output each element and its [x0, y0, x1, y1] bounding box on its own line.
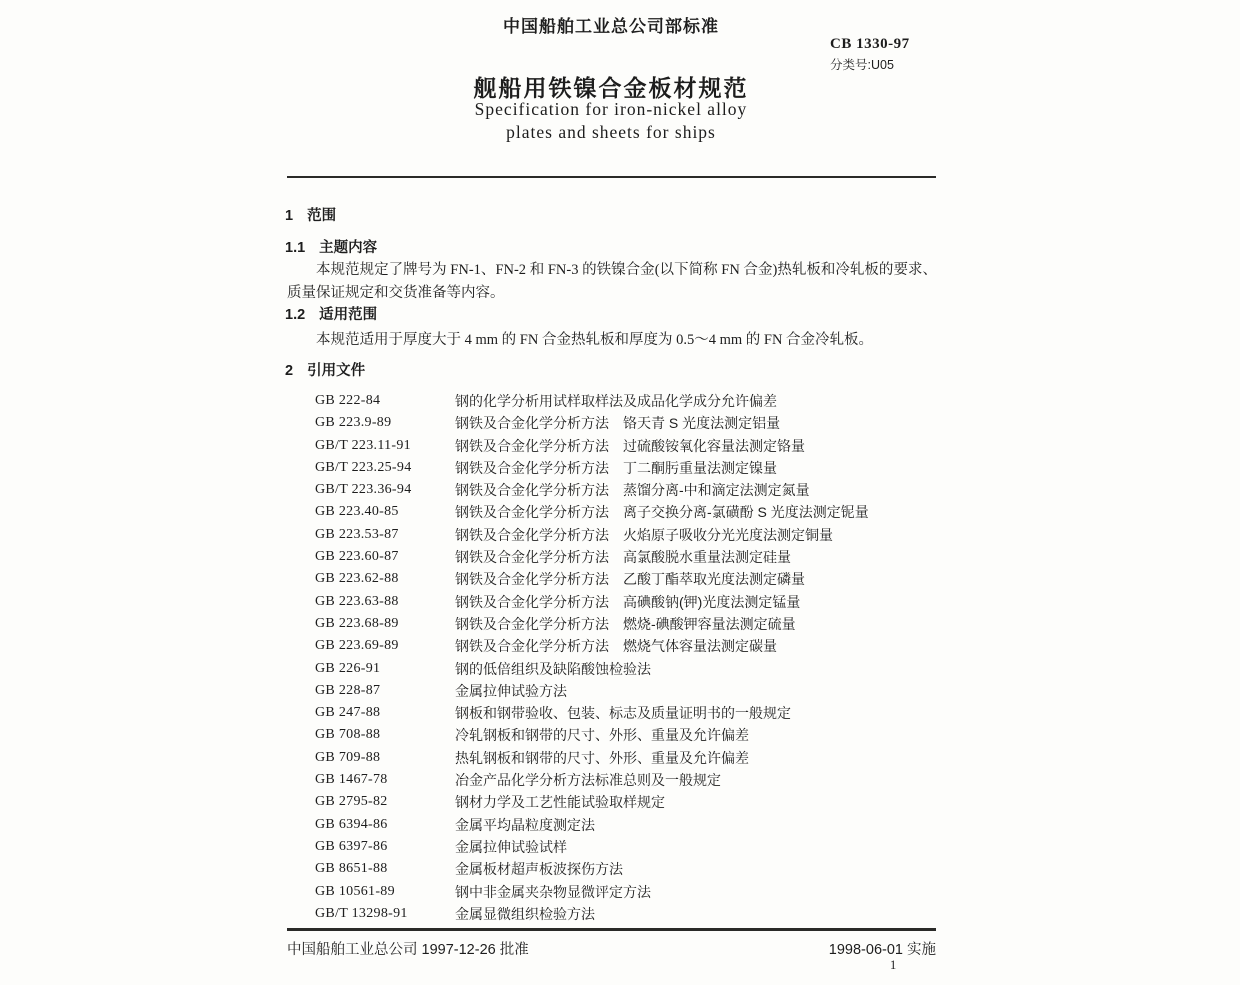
reference-row — [315, 546, 940, 568]
ref-code: GB 1467-78 — [315, 772, 388, 788]
ref-code: GB 223.60-87 — [315, 549, 399, 565]
ref-title: 金属拉伸试验试样 — [455, 838, 567, 855]
ref-title: 钢铁及合金化学分析方法 丁二酮肟重量法测定镍量 — [455, 459, 777, 476]
ref-code: GB 223.69-89 — [315, 638, 399, 654]
section-1-number: 1 — [285, 208, 294, 224]
section-2-heading — [285, 359, 365, 380]
ref-code: GB/T 13298-91 — [315, 905, 408, 921]
section-1-1-label: 主题内容 — [319, 240, 378, 256]
ref-code: GB 6394-86 — [315, 816, 388, 832]
section-1-1-paragraph: 本规范规定了牌号为 FN-1、FN-2 和 FN-3 的铁镍合金(以下简称 FN 合金)热轧板和冷轧板的要求、质量保证规定和交货准备等内容。 — [287, 262, 937, 301]
reference-row — [315, 412, 940, 434]
footer — [287, 938, 936, 959]
ref-title: 钢的低倍组织及缺陷酸蚀检验法 — [455, 660, 651, 677]
section-1-label: 范围 — [307, 208, 337, 224]
ref-code: GB 6397-86 — [315, 838, 388, 854]
ref-title: 热轧钢板和钢带的尺寸、外形、重量及允许偏差 — [455, 749, 749, 766]
reference-row — [315, 769, 940, 791]
ref-code: GB 8651-88 — [315, 861, 388, 877]
section-1-2-paragraph: 本规范适用于厚度大于 4 mm 的 FN 合金热轧板和厚度为 0.5～4 mm 的 FN 合金冷轧板。 — [316, 332, 874, 348]
reference-row — [315, 591, 940, 613]
ref-code: GB 2795-82 — [315, 794, 388, 810]
ref-code: GB 10561-89 — [315, 883, 395, 899]
reference-row — [315, 524, 940, 546]
ref-title: 钢铁及合金化学分析方法 燃烧气体容量法测定碳量 — [455, 638, 777, 655]
ref-code: GB 223.9-89 — [315, 415, 392, 431]
reference-row — [315, 858, 940, 880]
ref-code: GB 223.62-88 — [315, 571, 399, 587]
ref-title: 钢铁及合金化学分析方法 蒸馏分离-中和滴定法测定氮量 — [455, 482, 810, 499]
ref-code: GB/T 223.25-94 — [315, 459, 412, 475]
reference-list — [315, 390, 940, 925]
top-divider-rule — [287, 176, 936, 178]
ref-title: 冶金产品化学分析方法标准总则及一般规定 — [455, 772, 721, 789]
ref-code: GB/T 223.36-94 — [315, 482, 412, 498]
ref-code: GB 247-88 — [315, 705, 381, 721]
ref-code: GB 223.63-88 — [315, 593, 399, 609]
ref-title: 钢中非金属夹杂物显微评定方法 — [455, 883, 651, 900]
ref-title: 冷轧钢板和钢带的尺寸、外形、重量及允许偏差 — [455, 727, 749, 744]
section-1-heading — [285, 204, 336, 225]
document-title-zh: 舰船用铁镍合金板材规范 — [473, 75, 749, 101]
ref-title: 钢材力学及工艺性能试验取样规定 — [455, 794, 665, 811]
reference-row — [315, 836, 940, 858]
reference-row — [315, 613, 940, 635]
ref-code: GB 222-84 — [315, 393, 381, 408]
ref-title: 金属拉伸试验方法 — [455, 682, 567, 699]
ref-title: 钢的化学分析用试样取样法及成品化学成分允许偏差 — [455, 393, 777, 409]
document-title-en-line2: plates and sheets for ships — [506, 122, 716, 142]
ref-code: GB 226-91 — [315, 660, 381, 676]
implementation-date: 1998-06-01 实施 — [828, 942, 936, 958]
reference-row — [315, 747, 940, 769]
reference-row — [315, 724, 940, 746]
ref-code: GB 223.53-87 — [315, 526, 399, 542]
ref-title: 金属显微组织检验方法 — [455, 905, 595, 922]
ref-code: GB 223.68-89 — [315, 615, 399, 631]
reference-row — [315, 658, 940, 680]
section-1-2-label: 适用范围 — [319, 307, 378, 323]
section-1-1-number: 1.1 — [285, 240, 306, 256]
reference-row — [315, 814, 940, 836]
section-1-2-number: 1.2 — [285, 307, 306, 323]
ref-code: GB 708-88 — [315, 727, 381, 743]
ref-code: GB 228-87 — [315, 682, 381, 698]
ref-title: 金属平均晶粒度测定法 — [455, 816, 595, 833]
ref-title: 钢铁及合金化学分析方法 高碘酸钠(钾)光度法测定锰量 — [455, 593, 801, 610]
reference-row — [315, 903, 940, 925]
reference-row — [315, 702, 940, 724]
org-standard-label: 中国船舶工业总公司部标准 — [503, 17, 719, 36]
reference-row — [315, 881, 940, 903]
ref-title: 钢板和钢带验收、包装、标志及质量证明书的一般规定 — [455, 705, 791, 722]
classification-code: 分类号:U05 — [830, 58, 894, 72]
page-number: 1 — [890, 958, 897, 972]
section-1-2-heading — [285, 303, 377, 324]
ref-code: GB 223.40-85 — [315, 504, 399, 520]
standard-number: CB 1330-97 — [830, 36, 910, 52]
document-title-en-line1: Specification for iron-nickel alloy — [474, 99, 748, 119]
bottom-divider-rule — [287, 928, 936, 931]
reference-row — [315, 680, 940, 702]
ref-title: 钢铁及合金化学分析方法 高氯酸脱水重量法测定硅量 — [455, 549, 791, 566]
reference-row — [315, 791, 940, 813]
ref-code: GB 709-88 — [315, 749, 381, 765]
reference-row — [315, 390, 940, 412]
ref-code: GB/T 223.11-91 — [315, 437, 411, 453]
ref-title: 钢铁及合金化学分析方法 离子交换分离-氯磺酚 S 光度法测定铌量 — [455, 504, 869, 521]
reference-row — [315, 479, 940, 501]
ref-title: 钢铁及合金化学分析方法 乙酸丁酯萃取光度法测定磷量 — [455, 571, 805, 588]
section-2-number: 2 — [285, 363, 294, 379]
ref-title: 钢铁及合金化学分析方法 火焰原子吸收分光光度法测定铜量 — [455, 526, 833, 543]
ref-title: 金属板材超声板波探伤方法 — [455, 861, 623, 878]
reference-row — [315, 435, 940, 457]
section-2-label: 引用文件 — [307, 363, 366, 379]
ref-title: 钢铁及合金化学分析方法 过硫酸铵氧化容量法测定铬量 — [455, 437, 805, 454]
ref-title: 钢铁及合金化学分析方法 燃烧-碘酸钾容量法测定硫量 — [455, 615, 796, 632]
reference-row — [315, 568, 940, 590]
section-1-1-heading — [285, 236, 377, 257]
ref-title: 钢铁及合金化学分析方法 铬天青 S 光度法测定铝量 — [455, 415, 781, 432]
reference-row — [315, 457, 940, 479]
reference-row — [315, 635, 940, 657]
reference-row — [315, 501, 940, 523]
approval-statement: 中国船舶工业总公司 1997-12-26 批准 — [287, 942, 529, 958]
